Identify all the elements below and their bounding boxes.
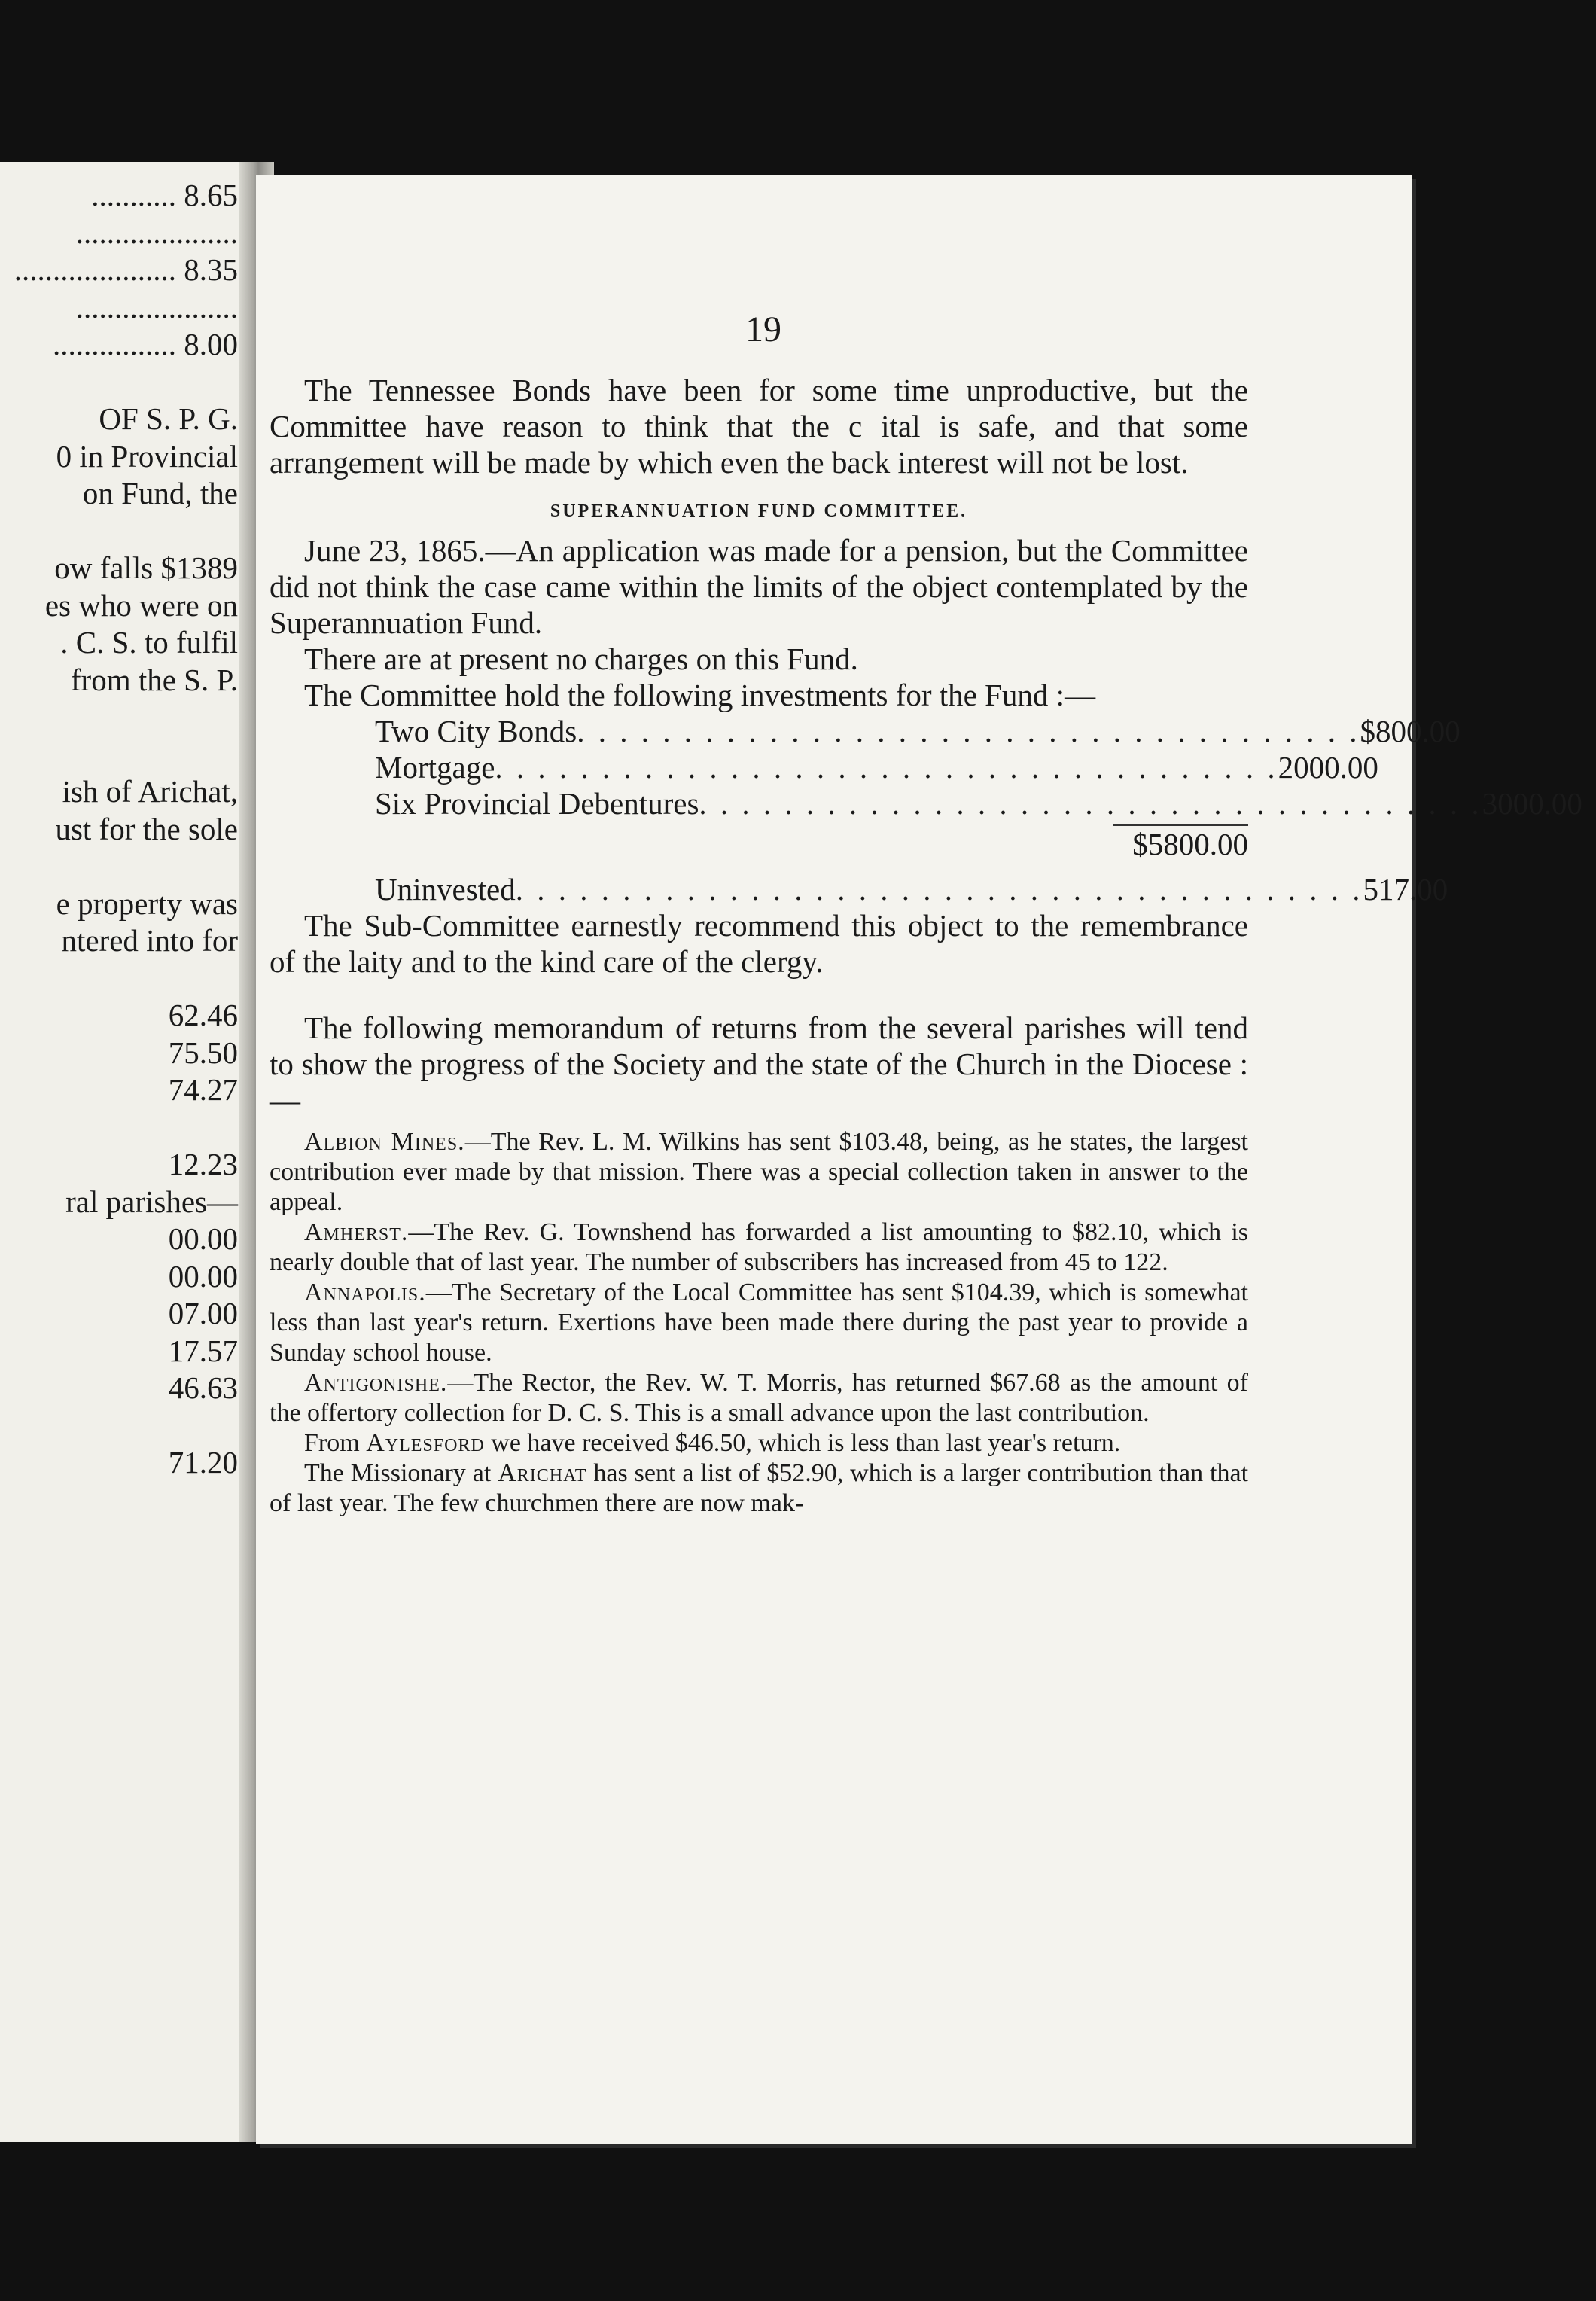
left-page-line: ................ 8.00 <box>53 327 238 361</box>
entry-aylesford <box>270 1428 1248 1458</box>
right-page <box>256 175 1582 2144</box>
left-page-fragment <box>0 162 248 2142</box>
entry-text: we have received $46.50, which is less than last year's return. <box>491 1429 1121 1457</box>
entry-place: Annapolis. <box>304 1279 426 1306</box>
entry-prefix: From <box>304 1429 360 1457</box>
intro-paragraph: The Tennessee Bonds have been for some time unproductive, but the Committee have reason to think that the c ital is safe, and that some arrangement will be made by which even the back interest will not be lost. <box>270 373 1248 480</box>
left-page-line: from the S. P. <box>70 662 238 697</box>
entry-antigonishe <box>270 1368 1248 1428</box>
section-heading: SUPERANNUATION FUND COMMITTEE. <box>550 501 968 521</box>
charges-paragraph: There are at present no charges on this Fund. <box>304 642 858 676</box>
entry-amherst <box>270 1218 1248 1278</box>
left-page-line: ow falls $1389 <box>54 550 238 585</box>
memorandum-paragraph: The following memorandum of returns from the several parishes will tend to show the progress of the Society and the state of the Church in the Diocese :— <box>270 1010 1248 1117</box>
left-page-line: 0 in Provincial <box>56 438 238 474</box>
left-page-line: 17.57 <box>168 1333 238 1368</box>
entry-arichat <box>270 1458 1248 1519</box>
page-number: 19 <box>745 309 781 349</box>
leader-dots: . . . . . . . . . . . . . . . . . . . . . . . . . . . . . . . . . . . . . . . . <box>515 872 1363 907</box>
investments-table <box>270 713 1582 907</box>
uninvested-amount: 517.00 <box>1363 872 1448 907</box>
entry-albion-mines <box>270 1127 1248 1218</box>
left-page-line: 12.23 <box>168 1147 238 1181</box>
leader-dots: . . . . . . . . . . . . . . . . . . . . . . . . . . . . . . . . . . . . . <box>699 786 1482 821</box>
left-page-line: ish of Arichat, <box>62 774 238 809</box>
entry-text: —The Secretary of the Local Committee has sent $104.39, which is somewhat less than last year's return. Exertions have been made there during the past year to provide a Sunday school house. <box>270 1279 1248 1367</box>
left-page-line: ..................... 8.35 <box>14 252 238 287</box>
left-page-line: es who were on <box>44 587 238 623</box>
left-page-line: ........... 8.65 <box>91 178 238 212</box>
left-page-line: ntered into for <box>61 923 238 958</box>
left-page-line: on Fund, the <box>82 476 238 510</box>
entry-place: Arichat <box>498 1459 587 1487</box>
uninvested-row <box>270 871 1448 907</box>
entry-annapolis <box>270 1278 1248 1368</box>
investment-label: Six Provincial Debentures <box>375 786 699 821</box>
left-page-line: OF S. P. G. <box>99 401 238 436</box>
left-page-line: ust for the sole <box>55 811 238 846</box>
left-page-line: ..................... <box>75 289 238 325</box>
left-page-line: e property was <box>56 885 238 921</box>
page-content <box>270 372 1582 1519</box>
left-page-line: 74.27 <box>168 1072 238 1107</box>
investment-label: Two City Bonds <box>375 714 577 748</box>
left-page-line: 62.46 <box>168 998 238 1032</box>
investments-intro: The Committee hold the following investments for the Fund :— <box>304 678 1096 712</box>
entry-place: Albion Mines. <box>304 1128 465 1156</box>
investment-amount: 2000.00 <box>1278 750 1378 785</box>
pension-paragraph: June 23, 1865.—An application was made for a pension, but the Committee did not think the case came within the limits of the object contemplated by the Superannuation Fund. <box>270 533 1248 640</box>
investment-row <box>270 713 1460 749</box>
left-page-line: . C. S. to fulfil <box>60 625 238 660</box>
investment-label: Mortgage <box>375 750 495 785</box>
leader-dots: . . . . . . . . . . . . . . . . . . . . . . . . . . . . . . . . . . . . . <box>577 714 1360 748</box>
entry-text: —The Rector, the Rev. W. T. Morris, has returned $67.68 as the amount of the offertory collection for D. C. S. This is a small advance upon the last contribution. <box>270 1369 1248 1427</box>
left-page-line: 00.00 <box>168 1221 238 1256</box>
entry-place: Aylesford <box>366 1429 485 1457</box>
left-page-line: ral parishes— <box>65 1184 238 1219</box>
entry-place: Amherst. <box>304 1218 409 1246</box>
investment-row <box>270 749 1378 785</box>
investment-amount: 3000.00 <box>1482 786 1582 821</box>
entry-text: —The Rev. L. M. Wilkins has sent $103.48, being, as he states, the largest contribution ever made by that mission. There was a special collection taken in answer to the appeal. <box>270 1128 1248 1216</box>
left-page-line: ..................... <box>75 215 238 250</box>
left-page-line: 07.00 <box>168 1296 238 1330</box>
uninvested-label: Uninvested <box>375 872 516 907</box>
investments-total: $5800.00 <box>1113 824 1248 862</box>
entry-text: —The Rev. G. Townshend has forwarded a list amounting to $82.10, which is nearly double that of last year. The number of subscribers has increased from 45 to 122. <box>270 1218 1248 1276</box>
left-page-line: 71.20 <box>168 1445 238 1480</box>
investment-row <box>270 785 1582 821</box>
entry-prefix: The Missionary at <box>304 1459 492 1487</box>
left-page-line: 46.63 <box>168 1370 238 1405</box>
entry-text: has sent a list of $52.90, which is a larger contribution than that of last year. The few churchmen there are now mak- <box>270 1459 1249 1517</box>
entry-place: Antigonishe. <box>304 1369 448 1397</box>
left-page-line: 00.00 <box>168 1258 238 1294</box>
investment-amount: $800.00 <box>1360 714 1460 748</box>
left-page-line: 75.50 <box>168 1035 238 1070</box>
recommendation-paragraph: The Sub-Committee earnestly recommend this object to the remembrance of the laity and to the kind care of the clergy. <box>270 908 1248 979</box>
leader-dots: . . . . . . . . . . . . . . . . . . . . . . . . . . . . . . . . . . . . . <box>495 750 1278 785</box>
